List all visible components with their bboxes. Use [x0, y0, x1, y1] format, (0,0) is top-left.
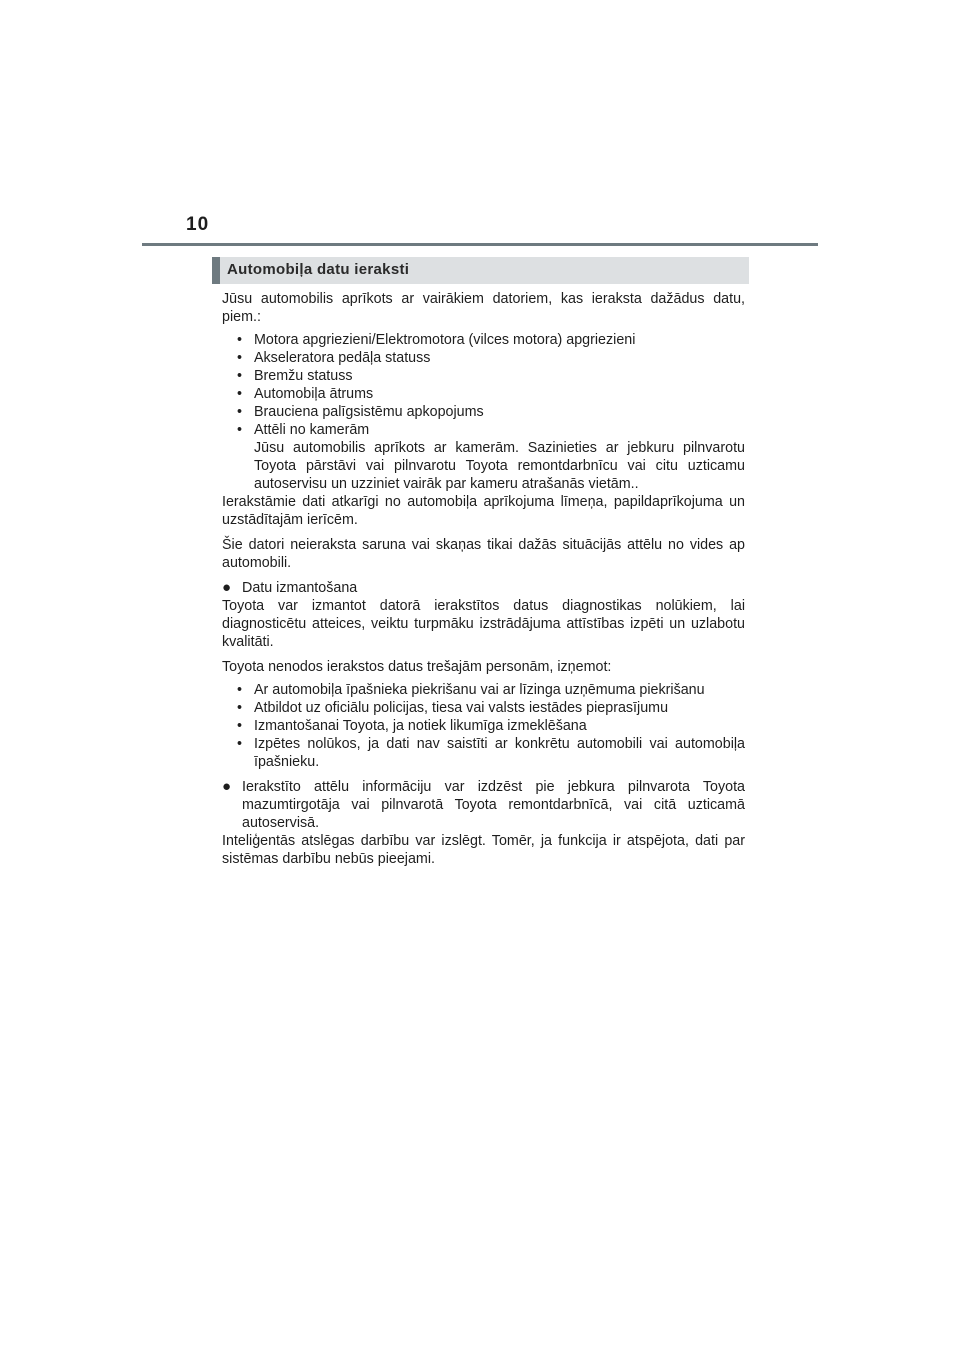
body-text	[222, 290, 745, 868]
bullet-icon: •	[237, 350, 243, 366]
bullet-icon: •	[237, 422, 243, 438]
header-rule	[142, 243, 818, 246]
bullet-icon: •	[237, 386, 243, 402]
erase-note: ● Ierakstīto attēlu informāciju var izdzēst pie jebkura pilnvarota Toyota mazumtirgotāja vai pilnvarotā Toyota remontdarbnīcā, vai citā uzticamā autoservisā.	[222, 778, 745, 831]
list-item: • Automobiļa ātrums	[237, 386, 374, 402]
list-item: • Izmantošanai Toyota, ja notiek likumīga izmeklēšana	[237, 718, 587, 734]
intro-paragraph: Jūsu automobilis aprīkots ar vairākiem datoriem, kas ieraksta dažādus datu, piem.:	[222, 291, 745, 325]
bullet-icon: •	[237, 332, 243, 348]
list-item: • Izpētes nolūkos, ja dati nav saistīti ar konkrētu automobili vai automobiļa īpašnieku.	[237, 736, 745, 770]
third-party-list	[222, 681, 745, 771]
usage-heading: ● Datu izmantošana	[222, 579, 358, 596]
audio-paragraph: Šie datori neieraksta saruna vai skaņas tikai dažās situācijās attēlu no vides ap automobili.	[222, 537, 745, 571]
page-number: 10	[186, 214, 210, 235]
list-item: • Akseleratora pedāļa statuss	[237, 350, 431, 366]
smart-key-paragraph: Inteliģentās atslēgas darbību var izslēgt. Tomēr, ja funkcija ir atspējota, dati par sistēmas darbību nebūs pieejami.	[222, 833, 745, 867]
third-party-paragraph: Toyota nenodos ierakstos datus trešajām personām, izņemot:	[222, 659, 612, 675]
section-title: Automobiļa datu ieraksti	[227, 261, 410, 278]
list-item: • Bremžu statuss	[237, 368, 353, 384]
list-item: • Atbildot uz oficiālu policijas, tiesa vai valsts iestādes pieprasījumu	[237, 700, 669, 716]
circle-bullet-icon: ●	[222, 579, 232, 596]
section-accent	[212, 257, 220, 284]
list-item: • Motora apgriezieni/Elektromotora (vilces motora) apgriezieni	[237, 332, 636, 348]
circle-bullet-icon: ●	[222, 778, 232, 795]
bullet-icon: •	[237, 404, 243, 420]
list-item: • Brauciena palīgsistēmu apkopojums	[237, 404, 484, 420]
section-header	[212, 257, 749, 284]
recorded-data-list	[222, 331, 745, 493]
bullet-icon: •	[237, 736, 243, 752]
bullet-icon: •	[237, 700, 243, 716]
list-item: • Attēli no kamerām Jūsu automobilis aprīkots ar kamerām. Sazinieties ar jebkuru pilnvarotu Toyota pārstāvi vai pilnvarotu Toyota remontdarbnīcu vai citu uzticamu autoservisu un uzziniet vairāk par kameru atrašanās vietām..	[237, 422, 745, 492]
bullet-icon: •	[237, 718, 243, 734]
recorded-paragraph: Ierakstāmie dati atkarīgi no automobiļa aprīkojuma līmeņa, papildaprīkojuma un uzstādītajām ierīcēm.	[222, 494, 745, 528]
list-item: • Ar automobiļa īpašnieka piekrišanu vai ar līzinga uzņēmuma piekrišanu	[237, 682, 705, 698]
bullet-icon: •	[237, 682, 243, 698]
camera-note: Jūsu automobilis aprīkots ar kamerām. Sazinieties ar jebkuru pilnvarotu Toyota pārstāvi vai pilnvarotu Toyota remontdarbnīcu vai citu uzticamu autoservisu un uzziniet vairāk par kameru atrašanās vietām..	[254, 440, 745, 492]
usage-paragraph: Toyota var izmantot datorā ierakstītos datus diagnostikas nolūkiem, lai diagnosticētu atteices, veiktu turpmāku izstrādājuma attīstības izpēti un uzlabotu kvalitāti.	[222, 598, 745, 650]
bullet-icon: •	[237, 368, 243, 384]
